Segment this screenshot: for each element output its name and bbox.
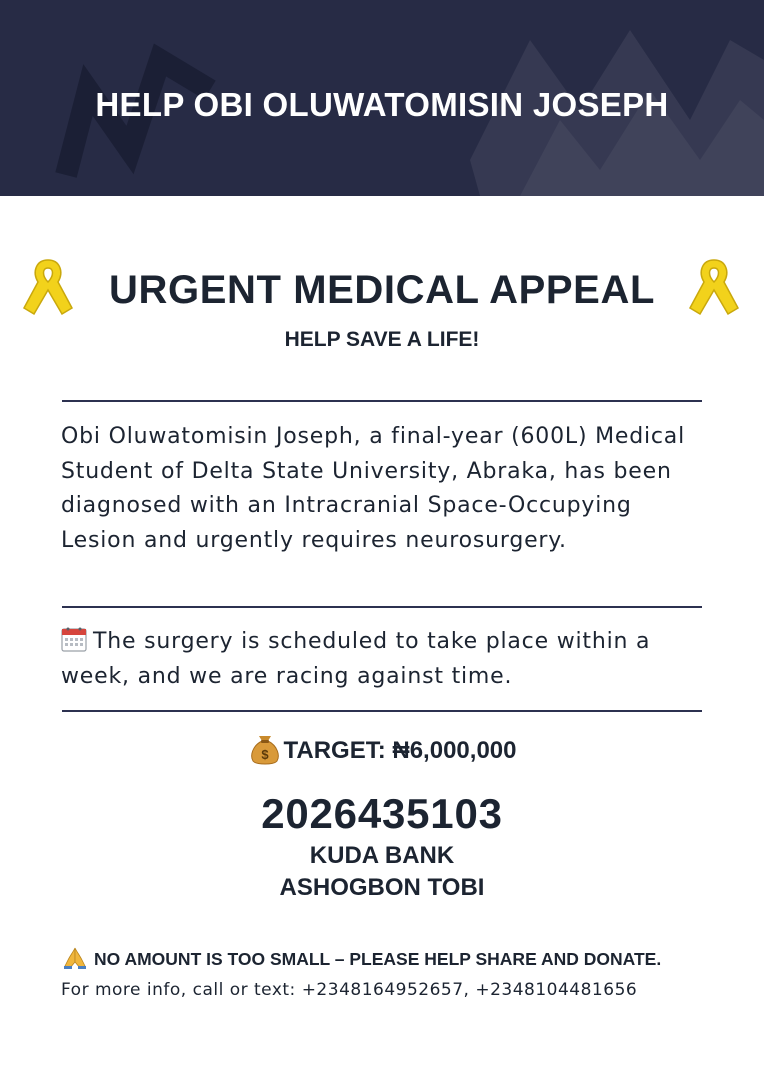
yellow-ribbon-icon [684,256,744,320]
schedule-paragraph [61,625,711,694]
divider [62,710,702,712]
money-bag-icon [248,730,282,766]
account-number: 2026435103 [261,790,503,837]
bank-name: KUDA BANK [309,842,455,869]
contact-info: For more info, call or text: +2348164952657, +2348104481656 [61,980,638,1000]
target-amount: TARGET: ₦6,000,000 [283,737,517,764]
donate-appeal [62,946,742,970]
appeal-text: NO AMOUNT IS TOO SMALL – PLEASE HELP SHARE AND DONATE. [94,949,662,969]
appeal-subheadline: HELP SAVE A LIFE! [284,328,480,351]
divider [62,400,702,402]
header-banner [0,0,764,196]
schedule-text: The surgery is scheduled to take place within a week, and we are racing against time. [61,629,651,689]
calendar-icon [61,626,87,652]
praying-hands-icon [62,946,88,970]
donation-target [0,730,764,770]
divider [62,606,702,608]
story-paragraph: Obi Oluwatomisin Joseph, a final-year (600L) Medical Student of Delta State University, Abraka, has been diagnosed with an Intracranial Space-Occupying Lesion and urgently requires neurosurgery. [61,424,685,553]
svg-text:$: $ [260,747,269,762]
account-name: ASHOGBON TOBI [279,874,485,901]
page-title: HELP OBI OLUWATOMISIN JOSEPH [95,86,669,123]
headline-row [0,256,764,322]
appeal-headline: URGENT MEDICAL APPEAL [109,268,655,312]
